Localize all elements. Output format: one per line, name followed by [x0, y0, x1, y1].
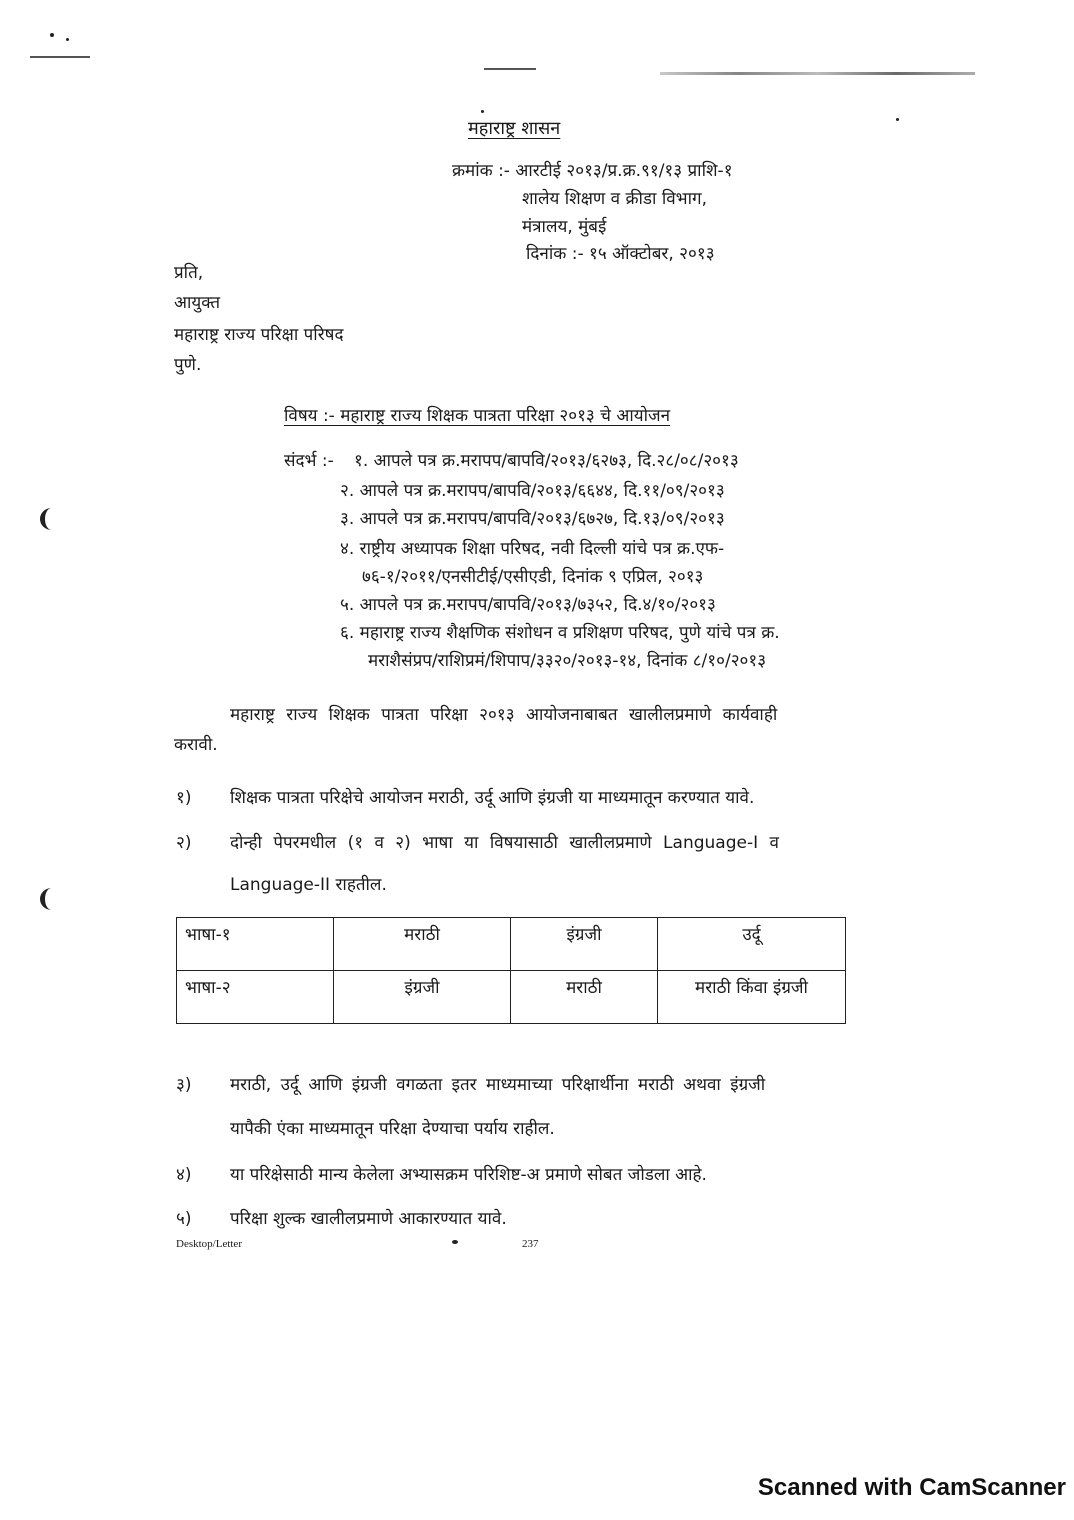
punch-hole-mark	[40, 508, 63, 530]
department-name: शालेय शिक्षण व क्रीडा विभाग,	[522, 189, 707, 209]
table-cell: मराठी	[511, 971, 658, 1024]
table-cell: भाषा-२	[177, 971, 334, 1024]
scan-speck	[66, 38, 69, 41]
reference-item: २. आपले पत्र क्र.मरापप/बापवि/२०१३/६६४४, दि.११/०९/२०१३	[340, 481, 725, 501]
table-row	[177, 971, 846, 1024]
reference-item: ५. आपले पत्र क्र.मरापप/बापवि/२०१३/७३५२, दि.४/१०/२०१३	[340, 595, 716, 615]
point-text: मराठी, उर्दू आणि इंग्रजी वगळता इतर माध्यमाच्या परिक्षार्थीना मराठी अथवा इंग्रजी	[230, 1075, 766, 1095]
table-cell: इंग्रजी	[334, 971, 511, 1024]
point-text: या परिक्षेसाठी मान्य केलेला अभ्यासक्रम परिशिष्ट-अ प्रमाणे सोबत जोडला आहे.	[230, 1165, 707, 1185]
reference-item: मराशैसंप्रप/राशिप्रमं/शिपाप/३३२०/२०१३-१४, दिनांक ८/१०/२०१३	[368, 651, 767, 671]
addressee-office: महाराष्ट्र राज्य परिक्षा परिषद	[174, 325, 344, 345]
reference-item: ७६-१/२०११/एनसीटीई/एसीएडी, दिनांक ९ एप्रिल, २०१३	[362, 567, 704, 587]
point-number: ५)	[176, 1209, 192, 1229]
addressee-designation: आयुक्त	[174, 293, 221, 313]
scan-speck	[481, 110, 484, 113]
reference-number: क्रमांक :- आरटीई २०१३/प्र.क्र.९१/१३ प्राशि-१	[452, 161, 733, 181]
footer-template-label: Desktop/Letter	[176, 1238, 242, 1250]
table-cell: उर्दू	[658, 918, 846, 971]
point-text-continued: यापैकी एंका माध्यमातून परिक्षा देण्याचा पर्याय राहील.	[230, 1119, 555, 1139]
letter-subject: विषय :- महाराष्ट्र राज्य शिक्षक पात्रता परिक्षा २०१३ चे आयोजन	[284, 406, 671, 426]
scan-mark	[484, 68, 536, 70]
letter-date: दिनांक :- १५ ऑक्टोबर, २०१३	[526, 244, 715, 264]
table-cell: इंग्रजी	[511, 918, 658, 971]
addressee-city: पुणे.	[174, 355, 202, 375]
reference-item: ४. राष्ट्रीय अध्यापक शिक्षा परिषद, नवी दिल्ली यांचे पत्र क्र.एफ-	[340, 539, 725, 559]
scan-speck	[50, 33, 54, 37]
reference-item: ६. महाराष्ट्र राज्य शैक्षणिक संशोधन व प्रशिक्षण परिषद, पुणे यांचे पत्र क्र.	[340, 623, 780, 643]
point-text: दोन्ही पेपरमधील (१ व २) भाषा या विषयासाठी खालीलप्रमाणे Language-I व	[230, 833, 779, 853]
table-cell: मराठी किंवा इंग्रजी	[658, 971, 846, 1024]
punch-hole-mark	[40, 888, 63, 910]
table-row	[177, 918, 846, 971]
table-cell: भाषा-१	[177, 918, 334, 971]
point-text: परिक्षा शुल्क खालीलप्रमाणे आकारण्यात यावे.	[230, 1209, 507, 1229]
point-number: १)	[176, 788, 192, 808]
intro-paragraph-line: महाराष्ट्र राज्य शिक्षक पात्रता परिक्षा २०१३ आयोजनाबाबत खालीलप्रमाणे कार्यवाही	[230, 705, 778, 725]
point-number: ३)	[176, 1075, 192, 1095]
scan-mark	[30, 56, 90, 58]
point-number: २)	[176, 833, 192, 853]
government-heading: महाराष्ट्र शासन	[468, 118, 561, 139]
point-text: शिक्षक पात्रता परिक्षेचे आयोजन मराठी, उर्दू आणि इंग्रजी या माध्यमातून करण्यात यावे.	[230, 788, 755, 808]
references-label: संदर्भ :-	[284, 451, 334, 471]
intro-paragraph-line: करावी.	[174, 735, 218, 755]
point-number: ४)	[176, 1165, 192, 1185]
scan-speck	[896, 118, 899, 121]
point-text-continued: Language-II राहतील.	[230, 875, 387, 895]
table-cell: मराठी	[334, 918, 511, 971]
addressee-to: प्रति,	[174, 263, 204, 283]
scan-speck	[452, 1240, 458, 1244]
office-location: मंत्रालय, मुंबई	[522, 217, 607, 237]
scan-smudge	[660, 72, 975, 75]
reference-item: १. आपले पत्र क्र.मरापप/बापवि/२०१३/६२७३, दि.२८/०८/२०१३	[354, 451, 739, 471]
page-number: 237	[522, 1238, 539, 1250]
camscanner-watermark: Scanned with CamScanner	[757, 1474, 1066, 1501]
reference-item: ३. आपले पत्र क्र.मरापप/बापवि/२०१३/६७२७, दि.१३/०९/२०१३	[340, 509, 725, 529]
language-table	[176, 917, 846, 1024]
